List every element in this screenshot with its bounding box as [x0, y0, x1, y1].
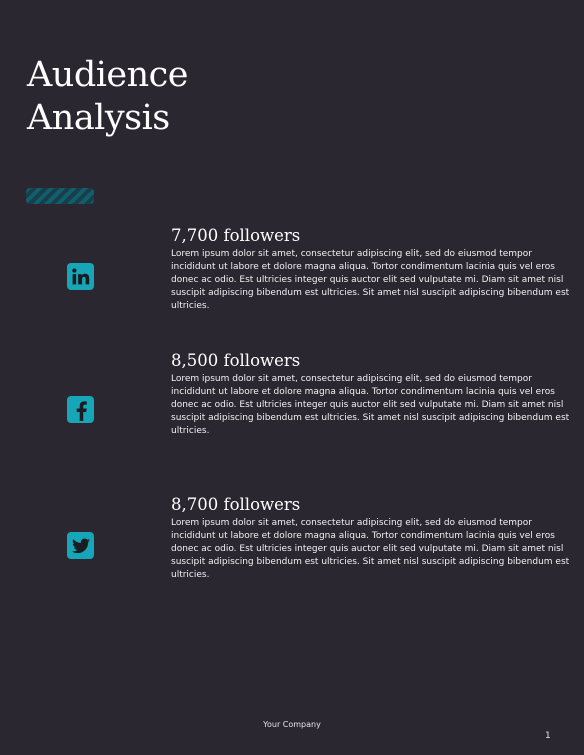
followers-count: 8,500 followers — [171, 351, 301, 370]
item-description: Lorem ipsum dolor sit amet, consectetur adipiscing elit, sed do eiusmod tempor incididunt ut labore et dolore magna aliqua. Tortor condimentum lacinia quis vel eros donec ac odio. Est ultricies integer quis auctor elit sed vulputate mi. Diam sit amet nisl suscipit adipiscing bibendum est ultricies. Sit amet nisl suscipit adipiscing bibendum est ultricies. — [171, 374, 570, 436]
twitter-icon — [67, 532, 94, 559]
footer-company: Your Company — [263, 720, 321, 729]
page-title-line-2: Analysis — [27, 98, 170, 138]
item-description: Lorem ipsum dolor sit amet, consectetur adipiscing elit, sed do eiusmod tempor incididunt ut labore et dolore magna aliqua. Tortor condimentum lacinia quis vel eros donec ac odio. Est ultricies integer quis auctor elit sed vulputate mi. Diam sit amet nisl suscipit adipiscing bibendum est ultricies. Sit amet nisl suscipit adipiscing bibendum est ultricies. — [171, 249, 570, 311]
page-title-line-1: Audience — [27, 55, 188, 95]
decorative-accent-bar — [26, 188, 94, 204]
followers-count: 7,700 followers — [171, 226, 301, 245]
page-number: 1 — [545, 731, 551, 741]
item-description: Lorem ipsum dolor sit amet, consectetur adipiscing elit, sed do eiusmod tempor incididunt ut labore et dolore magna aliqua. Tortor condimentum lacinia quis vel eros donec ac odio. Est ultricies integer quis auctor elit sed vulputate mi. Diam sit amet nisl suscipit adipiscing bibendum est ultricies. Sit amet nisl suscipit adipiscing bibendum est ultricies. — [171, 518, 570, 580]
page-title — [27, 54, 188, 140]
facebook-icon — [67, 396, 94, 423]
linkedin-icon — [67, 263, 94, 290]
followers-count: 8,700 followers — [171, 495, 301, 514]
